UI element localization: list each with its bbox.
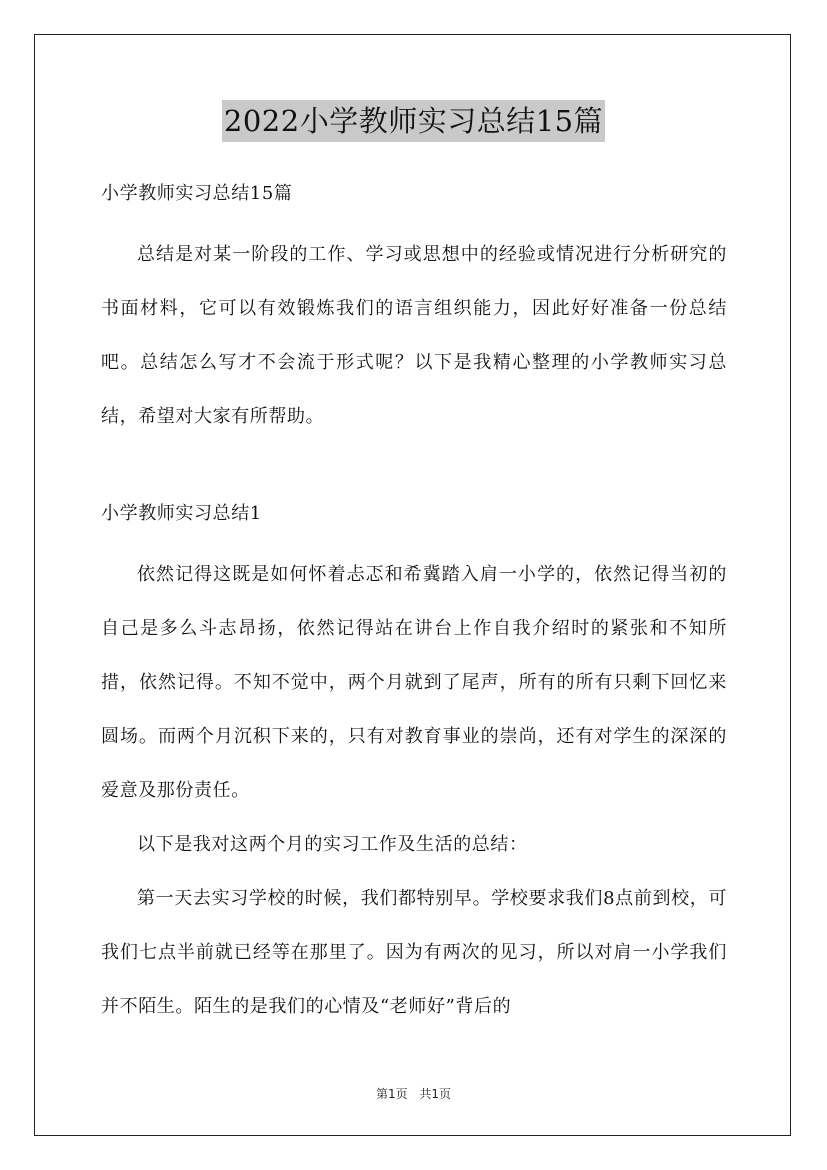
section-heading: 小学教师实习总结1 [101,503,262,524]
title-area [0,100,827,142]
document-body [101,176,727,1034]
page-number: 第1页 [375,1087,408,1101]
page-footer [0,1085,827,1102]
page-total: 共1页 [419,1087,452,1101]
document-title: 2022小学教师实习总结15篇 [222,100,605,142]
subtitle: 小学教师实习总结15篇 [101,183,293,204]
body-paragraph: 第一天去实习学校的时候，我们都特别早。学校要求我们8点前到校，可我们七点半前就已经等在那里了。因为有两次的见习，所以对肩一小学我们并不陌生。陌生的是我们的心情及“老师好”背后的 [101,888,727,1017]
body-paragraph: 以下是我对这两个月的实习工作及生活的总结： [137,834,528,855]
intro-paragraph: 总结是对某一阶段的工作、学习或思想中的经验或情况进行分析研究的书面材料，它可以有效锻炼我们的语言组织能力，因此好好准备一份总结吧。总结怎么写才不会流于形式呢？以下是我精心整理的小学教师实习总结，希望对大家有所帮助。 [101,244,727,427]
section-spacer [101,444,727,496]
body-paragraph: 依然记得这既是如何怀着忐忑和希冀踏入肩一小学的，依然记得当初的自己是多么斗志昂扬，依然记得站在讲台上作自我介绍时的紧张和不知所措，依然记得。不知不觉中，两个月就到了尾声，所有的所有只剩下回忆来圆场。而两个月沉积下来的，只有对教育事业的崇尚，还有对学生的深深的爱意及那份责任。 [101,564,727,801]
